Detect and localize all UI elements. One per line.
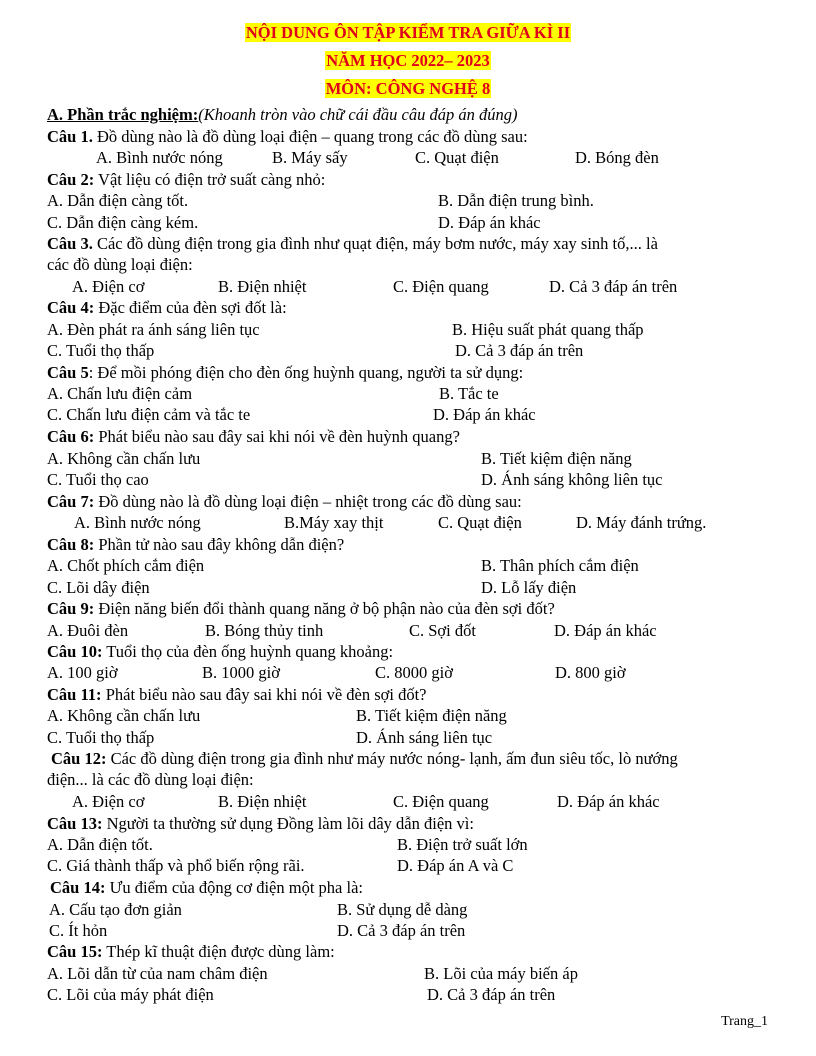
question-10 — [47, 642, 393, 662]
answer-option[interactable]: B. Tắc te — [439, 384, 499, 403]
answer-option[interactable]: A. Đuôi đèn — [47, 621, 129, 640]
answer-option[interactable]: A. Dẫn điện tốt. — [47, 835, 153, 854]
answer-option[interactable]: B. Điện trở suất lớn — [397, 835, 528, 854]
answer-option[interactable]: C. Dẫn điện càng kém. — [47, 213, 199, 232]
answer-option[interactable]: D. Máy đánh trứng. — [576, 513, 707, 532]
question-6 — [47, 427, 460, 447]
answer-option[interactable]: C. Quạt điện — [438, 513, 522, 532]
answer-option[interactable]: B. Điện nhiệt — [218, 277, 307, 296]
school-year: NĂM HỌC 2022– 2023 — [326, 51, 490, 70]
question-number: Câu 9: — [47, 599, 95, 618]
answer-option[interactable]: D. Đáp án khác — [438, 213, 541, 232]
answer-option[interactable]: B. Tiết kiệm điện năng — [481, 449, 632, 468]
question-text: Điện năng biến đổi thành quang năng ở bộ phận nào của đèn sợi đốt? — [94, 599, 555, 618]
answer-option[interactable]: C. Giá thành thấp và phổ biến rộng rãi. — [47, 856, 305, 875]
question-4 — [47, 298, 287, 318]
answer-option[interactable]: D. Ánh sáng liên tục — [356, 728, 493, 747]
answer-option[interactable]: D. 800 giờ — [555, 663, 626, 682]
answer-option[interactable]: A. Điện cơ — [72, 277, 145, 296]
question-number: Câu 12: — [51, 749, 107, 768]
answer-option[interactable]: C. Quạt điện — [415, 148, 499, 167]
answer-option[interactable]: D. Đáp án khác — [557, 792, 660, 811]
answer-option[interactable]: B. Máy sấy — [272, 148, 348, 167]
question-number: Câu 10: — [47, 642, 103, 661]
answer-option[interactable]: D. Cả 3 đáp án trên — [427, 985, 556, 1004]
question-text: Các đồ dùng điện trong gia đình như máy nước nóng- lạnh, ấm đun siêu tốc, lò nướng — [106, 749, 678, 768]
answer-option[interactable]: A. Lõi dẫn từ của nam châm điện — [47, 964, 268, 983]
question-9 — [47, 599, 555, 619]
answer-option[interactable]: A. Không cần chấn lưu — [47, 449, 201, 468]
section-heading — [47, 105, 518, 125]
question-text-continued: các đồ dùng loại điện: — [47, 255, 193, 274]
question-1 — [47, 127, 528, 147]
question-12 — [51, 749, 678, 769]
answer-option[interactable]: A. Chốt phích cắm điện — [47, 556, 205, 575]
answer-option[interactable]: C. 8000 giờ — [375, 663, 453, 682]
answer-option[interactable]: B. Dẫn điện trung bình. — [438, 191, 594, 210]
answer-option[interactable]: B. 1000 giờ — [202, 663, 280, 682]
answer-option[interactable]: C. Điện quang — [393, 792, 489, 811]
answer-option[interactable]: D. Đáp án A và C — [397, 856, 514, 875]
question-number: Câu 3. — [47, 234, 93, 253]
answer-option[interactable]: A. Dẫn điện càng tốt. — [47, 191, 189, 210]
question-text: Phát biểu nào sau đây sai khi nói về đèn huỳnh quang? — [94, 427, 460, 446]
answer-option[interactable]: A. Không cần chấn lưu — [47, 706, 201, 725]
answer-option[interactable]: B. Hiệu suất phát quang thấp — [452, 320, 644, 339]
answer-option[interactable]: D. Cả 3 đáp án trên — [455, 341, 584, 360]
question-14 — [50, 878, 363, 898]
question-text: Phần tử nào sau đây không dẫn điện? — [94, 535, 345, 554]
question-number: Câu 7: — [47, 492, 95, 511]
section-instruction: (Khoanh tròn vào chữ cái đầu câu đáp án đúng) — [198, 105, 518, 124]
answer-option[interactable]: C. Lõi dây điện — [47, 578, 150, 597]
answer-option[interactable]: C. Chấn lưu điện cảm và tắc te — [47, 405, 251, 424]
question-number: Câu 5 — [47, 363, 89, 382]
question-number: Câu 4: — [47, 298, 95, 317]
question-text: Vật liệu có điện trở suất càng nhỏ: — [94, 170, 326, 189]
question-text: Thép kĩ thuật điện được dùng làm: — [102, 942, 335, 961]
question-number: Câu 15: — [47, 942, 103, 961]
answer-option[interactable]: D. Đáp án khác — [433, 405, 536, 424]
answer-option[interactable]: D. Bóng đèn — [575, 148, 659, 167]
answer-option[interactable]: D. Ánh sáng không liên tục — [481, 470, 663, 489]
section-label: A. Phần trắc nghiệm: — [47, 105, 199, 124]
answer-option[interactable]: B. Tiết kiệm điện năng — [356, 706, 507, 725]
answer-option[interactable]: D. Cả 3 đáp án trên — [337, 921, 466, 940]
question-number: Câu 14: — [50, 878, 106, 897]
question-text: Phát biểu nào sau đây sai khi nói về đèn sợi đốt? — [101, 685, 427, 704]
question-text-continued: điện... là các đồ dùng loại điện: — [47, 770, 254, 789]
answer-option[interactable]: C. Tuổi thọ thấp — [47, 341, 155, 360]
question-13 — [47, 814, 474, 834]
question-text: Đặc điểm của đèn sợi đốt là: — [94, 298, 287, 317]
answer-option[interactable]: C. Sợi đốt — [409, 621, 476, 640]
question-5 — [47, 363, 523, 383]
answer-option[interactable]: B. Sử dụng dễ dàng — [337, 900, 468, 919]
question-number: Câu 8: — [47, 535, 95, 554]
question-15 — [47, 942, 335, 962]
subject-line: MÔN: CÔNG NGHỆ 8 — [325, 79, 491, 98]
question-text: Các đồ dùng điện trong gia đình như quạt điện, máy bơm nước, máy xay sinh tố,... là — [92, 234, 658, 253]
answer-option[interactable]: C. Tuổi thọ thấp — [47, 728, 155, 747]
answer-option[interactable]: A. Cấu tạo đơn giản — [49, 900, 182, 919]
answer-option[interactable]: B.Máy xay thịt — [284, 513, 384, 532]
question-text: Ưu điểm của động cơ điện một pha là: — [105, 878, 363, 897]
question-text: : Để mồi phóng điện cho đèn ống huỳnh quang, người ta sử dụng: — [88, 363, 524, 382]
question-text: Tuổi thọ của đèn ống huỳnh quang khoảng: — [102, 642, 394, 661]
question-7 — [47, 492, 522, 512]
document-title: NỘI DUNG ÔN TẬP KIỂM TRA GIỮA KÌ II — [245, 23, 571, 42]
answer-option[interactable]: A. Đèn phát ra ánh sáng liên tục — [47, 320, 260, 339]
answer-option[interactable]: A. Chấn lưu điện cảm — [47, 384, 193, 403]
answer-option[interactable]: A. 100 giờ — [47, 663, 118, 682]
answer-option[interactable]: D. Cả 3 đáp án trên — [549, 277, 678, 296]
question-number: Câu 11: — [47, 685, 102, 704]
answer-option[interactable]: A. Bình nước nóng — [74, 513, 201, 532]
answer-option[interactable]: B. Lõi của máy biến áp — [424, 964, 578, 983]
question-number: Câu 6: — [47, 427, 95, 446]
question-8 — [47, 535, 344, 555]
answer-option[interactable]: A. Điện cơ — [72, 792, 145, 811]
answer-option[interactable]: D. Lỗ lấy điện — [481, 578, 577, 597]
question-3 — [47, 234, 658, 254]
question-number: Câu 13: — [47, 814, 103, 833]
question-number: Câu 2: — [47, 170, 95, 189]
answer-option[interactable]: C. Ít hỏn — [49, 921, 108, 940]
answer-option[interactable]: B. Điện nhiệt — [218, 792, 307, 811]
question-number: Câu 1. — [47, 127, 93, 146]
answer-option[interactable]: C. Tuổi thọ cao — [47, 470, 149, 489]
answer-option[interactable]: C. Điện quang — [393, 277, 489, 296]
question-2 — [47, 170, 325, 190]
answer-option[interactable]: D. Đáp án khác — [554, 621, 657, 640]
answer-option[interactable]: A. Bình nước nóng — [96, 148, 223, 167]
question-11 — [47, 685, 426, 705]
answer-option[interactable]: C. Lõi của máy phát điện — [47, 985, 214, 1004]
answer-option[interactable]: B. Thân phích cắm điện — [481, 556, 639, 575]
question-text: Đồ dùng nào là đồ dùng loại điện – quang trong các đồ dùng sau: — [92, 127, 528, 146]
answer-option[interactable]: B. Bóng thủy tinh — [205, 621, 324, 640]
question-text: Đồ dùng nào là đồ dùng loại điện – nhiệt trong các đồ dùng sau: — [94, 492, 522, 511]
question-text: Người ta thường sử dụng Đồng làm lõi dây dẫn điện vì: — [102, 814, 474, 833]
page-number: Trang_1 — [721, 1014, 768, 1029]
